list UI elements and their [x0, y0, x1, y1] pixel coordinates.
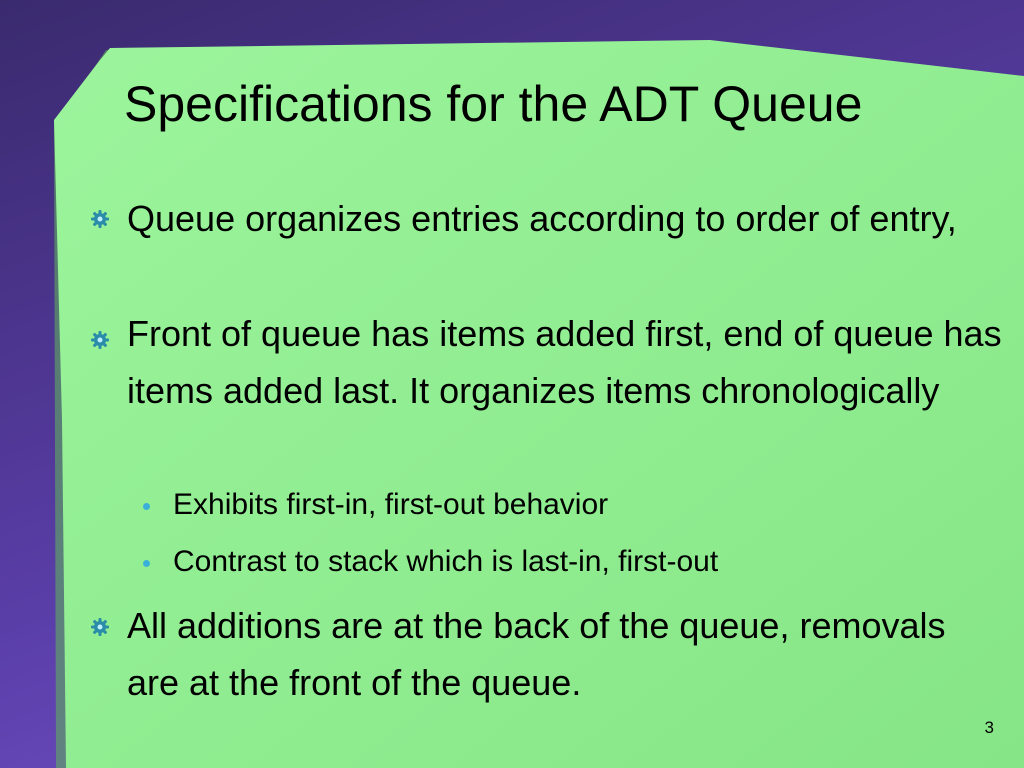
sub-bullet-item: [173, 485, 993, 525]
gear-bullet-icon: [89, 208, 111, 230]
sub-bullet-item: [173, 542, 993, 582]
bullet-text: Contrast to stack which is last-in, first-out: [173, 545, 719, 578]
bullet-text: Exhibits first-in, first-out behavior: [173, 488, 609, 521]
page-number: 3: [984, 718, 994, 737]
bullet-text: Front of queue has items added first, end of queue has items added last. It organizes items chronologically: [127, 313, 1002, 411]
dot-bullet-icon: [143, 560, 150, 567]
bullet-text: All additions are at the back of the queue, removals are at the front of the queue.: [127, 605, 946, 703]
gear-bullet-icon: [89, 329, 111, 351]
slide-title: Specifications for the ADT Queue: [124, 76, 863, 132]
gear-bullet-icon: [89, 616, 111, 638]
dot-bullet-icon: [143, 503, 150, 510]
bullet-item: [127, 190, 1007, 247]
bullet-item: [127, 305, 1007, 419]
bullet-item: [127, 597, 1007, 711]
bullet-text: Queue organizes entries according to order of entry,: [127, 198, 957, 239]
